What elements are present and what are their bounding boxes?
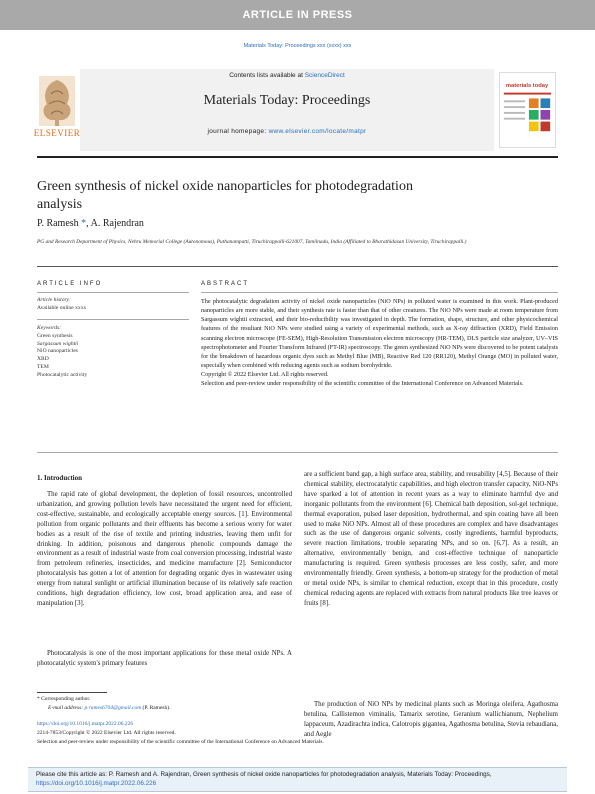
intro-left-paragraph-2: Photocatalysis is one of the most important applications for these metal oxide NPs. A photocatalytic system's primary features	[37, 650, 292, 667]
keyword: Photocatalytic activity	[37, 371, 88, 378]
contents-available-line	[80, 72, 494, 79]
homepage-prefix: journal homepage:	[207, 128, 269, 135]
keywords-label: Keywords:	[37, 325, 62, 331]
article-title: Green synthesis of nickel oxide nanoparticles for photodegradation analysis	[37, 179, 413, 212]
history-label: Article history:	[37, 297, 72, 303]
sciencedirect-link[interactable]: ScienceDirect	[304, 72, 345, 79]
doi-link[interactable]: https://doi.org/10.1016/j.matpr.2022.06.226	[37, 721, 134, 727]
doi-line	[37, 721, 133, 727]
corresponding-author-mark[interactable]: *	[81, 218, 87, 229]
history-rule	[37, 319, 189, 320]
abstract-peer-review: Selection and peer-review under responsibility of the scientific committee of the International Conference on Advanced Materials.	[201, 380, 524, 388]
keyword: NiO nanoparticles	[37, 348, 78, 355]
email-line	[48, 705, 171, 711]
keyword: XRD	[37, 356, 49, 363]
abstract-text: The photocatalytic degradation activity of nickel oxide nanoparticles (NiO NPs) in polluted water is examined in this work. Plant-produced nanoparticles are more stable, and their synthesis rate is faster than that of other creatures. The NiO NPs were made at room temperature from Sargassum wightii extracted, and their bio-reducibility was investigated in depth. The formation, shape, structure, and other physicochemical features of the resultant NiO NPs were studied using a variety of experimental methods, such as X-ray diffraction (XRD), Field Emission scanning electron microscope (FE-SEM), High-Resolution Transmission electron microscopy (HR-TEM), DLS particle size analyzer, UV–VIS spectrophotometer and Fourier Transform Infrared (FT-IR) spectroscopy. The green synthesized NiO NPs were discovered to be potent catalysts for the breakdown of hazardous organic dyes such as Methyl Blue (MB), Reactive Red 120 (RR120), Methyl Orange (MO) in polluted water, especially when combined with reducing agents such as sodium borohydride.	[201, 298, 559, 370]
intro-right-paragraph-2: The production of NiO NPs by medicinal plants such as Moringa oleifera, Agathosma betulina, Callistemon viminalis, Tamarix serotine, Geranium wallichianum, Nephelium lappaceum, Azadirachta indica, Calotropis gigantea, Agathosma betulina, Stevia rebaudiana, and Aegle	[304, 701, 558, 738]
issn-line: 2214-7853/Copyright © 2022 Elsevier Ltd. All rights reserved.	[37, 730, 176, 736]
email-label: E-mail address:	[48, 705, 85, 711]
peer-review-footnote: Selection and peer-review under responsibility of the scientific committee of the International Conference on Advanced Materials.	[37, 739, 324, 745]
author-list	[37, 218, 144, 229]
abstract-body	[201, 297, 558, 389]
abstract-rule	[201, 292, 558, 293]
article-info-heading: ARTICLE INFO	[37, 281, 103, 287]
keyword: TEM	[37, 363, 49, 370]
footnote-rule	[37, 692, 107, 693]
journal-cover-image	[499, 72, 556, 148]
journal-title: Materials Today: Proceedings	[203, 93, 371, 108]
keyword: Green synthesis	[37, 332, 73, 339]
header-rule	[37, 156, 558, 158]
citation-doi-link[interactable]: https://doi.org/10.1016/j.matpr.2022.06.226	[36, 780, 157, 787]
contents-prefix: Contents lists available at	[229, 72, 305, 79]
article-info-rule	[37, 292, 189, 293]
keyword: Sargassum wightii	[37, 340, 79, 347]
email-suffix: (P. Ramesh).	[141, 705, 171, 711]
keywords-block	[37, 325, 187, 380]
email-link[interactable]: p.ramesh704@gmail.com	[84, 705, 142, 711]
abstract-copyright: Copyright © 2022 Elsevier Ltd. All rights reserved.	[201, 371, 329, 379]
article-history	[37, 297, 187, 313]
journal-header-box	[80, 69, 494, 151]
corresponding-author-note: * Corresponding author.	[37, 696, 91, 702]
history-value: Available online xxxx	[37, 304, 87, 311]
affiliation: PG and Research Department of Physics, Nehru Memorial College (Autonomous), Puthanampatti, Tiruchirappalli-621007, Tamilnadu, India (Affiliated to Bharathidasan University, Tiruchirappalli.)	[37, 239, 467, 245]
author-1[interactable]: P. Ramesh	[37, 218, 82, 229]
elsevier-wordmark: ELSEVIER	[33, 128, 81, 138]
affiliation-rule	[37, 266, 558, 267]
article-in-press-banner: ARTICLE IN PRESS	[0, 0, 595, 30]
intro-left-paragraph-1: The rapid rate of global development, the depletion of fossil resources, uncontrolled urbanization, and growing pollution levels have necessitated the urgent need for efficient, cost-effective, sustainable, and ecologically acceptable energy sources. [1]. Environmental pollution from organic pollutants and their effluents has become a serious worry for water bodies as a result of the rise of textile and printing industries, leaving them unfit for drinking. In addition, poisonous and dangerous phenolic compounds damage the environment as a result of industrial waste from coal conversion processing, industrial waste from petroleum refineries, insecticides, and medicine manufacture [2]. Semiconductor photocatalysis has gotten a lot of attention for degrading organic dyes in wastewater using energy from natural sunlight or artificial illumination because of its relatively safe reaction conditions, high degradation efficiency, low cost, broad application area, and ease of manipulation [3].	[37, 491, 292, 607]
journal-homepage-line	[80, 128, 494, 135]
abstract-end-rule	[37, 452, 558, 453]
journal-reference[interactable]: Materials Today: Proceedings xxx (xxxx) xxx	[243, 43, 352, 49]
citation-text	[36, 770, 561, 788]
cover-title: materials today	[505, 82, 549, 89]
section-heading-introduction: 1. Introduction	[37, 474, 82, 482]
homepage-link[interactable]: www.elsevier.com/locate/matpr	[268, 128, 367, 135]
citation-body: Please cite this article as: P. Ramesh and A. Rajendran, Green synthesis of nickel oxide nanoparticles for photodegradation analysis, Materials Today: Proceedings,	[36, 771, 492, 778]
author-2[interactable]: , A. Rajendran	[86, 218, 144, 229]
intro-right-paragraph-1: are a sufficient band gap, a high surface area, stability, and reusability [4,5]. Because of their chemical stability, electrocatalytic capabilities, and high electron transfer capacity, NiO-NPs have sparked a lot of attention in recent years as a way to eliminate harmful dye and inorganic pollutants from the environment [6]. Chemical bath deposition, sol-gel technique, thermal evaporation, pulsed laser deposition, hydrothermal, and spin coating have all been used to make NiO NPs. Almost all of these procedures are complex and have disadvantages such as the use of dangerous organic solvents, costly ingredients, harmful byproducts, severe reaction limitations, trouble separating NPs, and so on. [6,7]. As a result, an alternative, environmentally benign, and cost-effective technique of nanoparticle manufacturing is required. Green synthesis processes are less costly, safer, and more environmentally friendly. Green synthesis, a bottom-up strategy for the production of metal or metal oxide NPs, is similar to chemical reduction, except that in this procedure, costly chemical reducing agents are replaced with extracts from natural products like tree leaves or fruits [8].	[304, 471, 558, 607]
abstract-heading: ABSTRACT	[201, 281, 250, 287]
